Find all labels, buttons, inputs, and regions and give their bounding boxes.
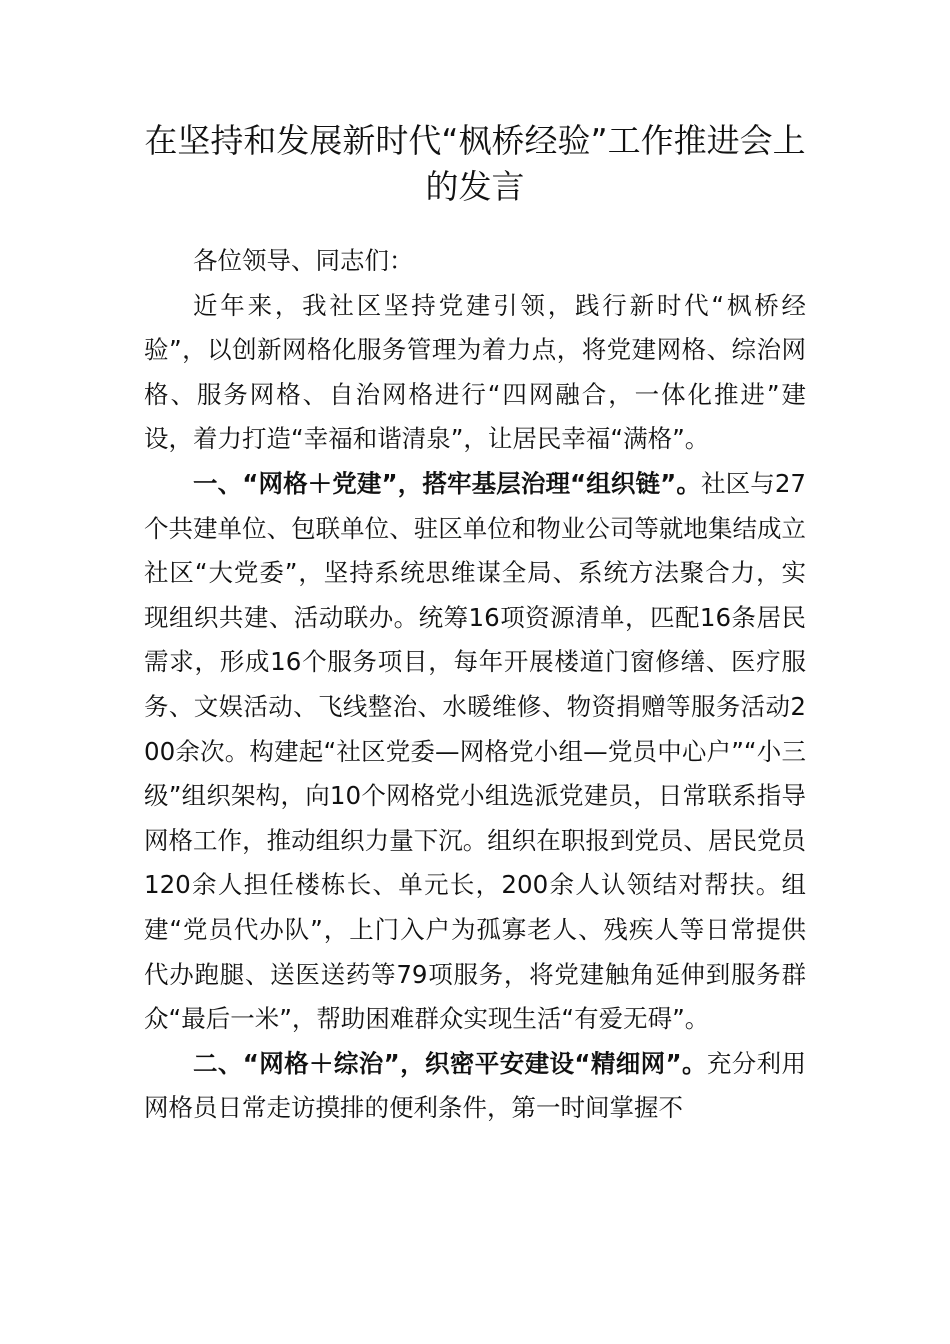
salutation: 各位领导、同志们： [193,246,414,275]
section-2-paragraph [144,1042,806,1131]
section-1-paragraph [144,462,806,1042]
section-1-text: 社区与27个共建单位、包联单位、驻区单位和物业公司等就地集结成立社区“大党委”，坚持系统思维谋全局、系统方法聚合力，实现组织共建、活动联办。统筹16项资源清单，匹配16条居民需求，形成16个服务项目，每年开展楼道门窗修缮、医疗服务、文娱活动、飞线整治、水暖维修、物资捐赠等服务活动200余次。构建起“社区党委—网格党小组—党员中心户”“小三级”组织架构，向10个网格党小组选派党建员，日常联系指导网格工作，推动组织力量下沉。组织在职报到党员、居民党员120余人担任楼栋长、单元长，200余人认领结对帮扶。组建“党员代办队”，上门入户为孤寡老人、残疾人等日常提供代办跑腿、送医送药等79项服务，将党建触角延伸到服务群众“最后一米”，帮助困难群众实现生活“有爱无碍”。 [144,468,806,1034]
section-1-heading: 一、“网格＋党建”，搭牢基层治理“组织链”。 [193,468,701,498]
section-2-heading: 二、“网格＋综治”，织密平安建设“精细网”。 [193,1048,707,1078]
section-2-text: 充分利用网格员日常走访摸排的便利条件，第一时间掌握不 [144,1048,807,1123]
document-body [144,239,806,1131]
intro-paragraph: 近年来，我社区坚持党建引领，践行新时代“枫桥经验”，以创新网格化服务管理为着力点，将党建网格、综治网格、服务网格、自治网格进行“四网融合，一体化推进”建设，着力打造“幸福和谐清泉”，让居民幸福“满格”。 [144,290,806,454]
document-title: 在坚持和发展新时代“枫桥经验”工作推进会上的发言 [144,121,806,206]
